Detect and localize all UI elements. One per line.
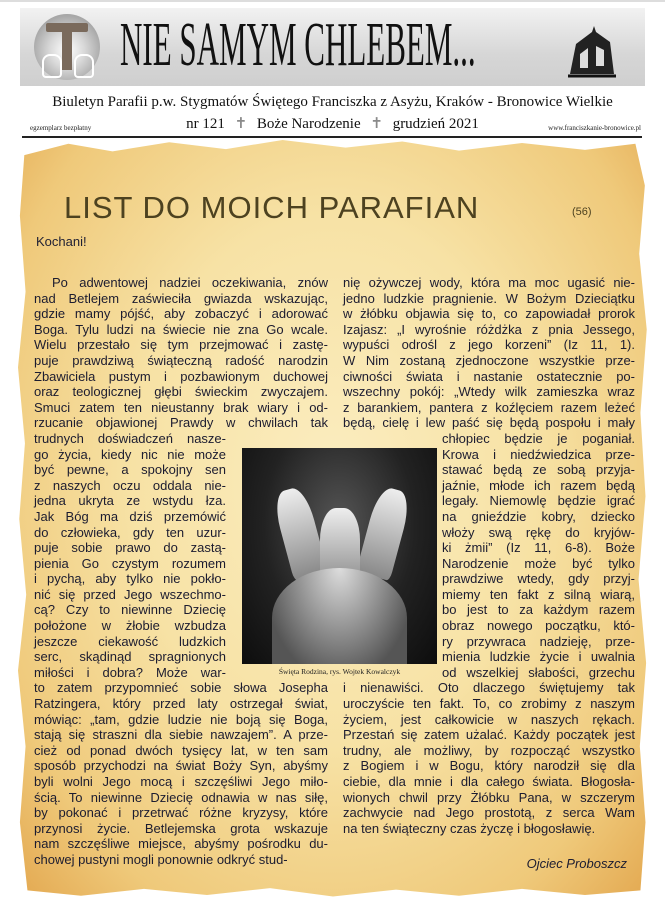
text-line: puje prawdziwą świąteczną radość narodzin [34, 352, 328, 368]
text-line: cą? Czy to niewinne Dziecię [34, 602, 226, 618]
text-line: chowej pustyni mogli ponownie odkryć stud- [34, 851, 288, 867]
text-line: sposób przychodzi na świat Boży Syn, abyśmy [34, 758, 328, 774]
cross-icon: ✝ [234, 116, 248, 132]
text-line: nam szczęśliwe miejsce, abyśmy pośrodku du- [34, 836, 328, 852]
signature: Ojciec Proboszcz [526, 856, 627, 871]
text-line: mówiąc: „tam, gdzie ludzie nie boją się Boga, [34, 711, 328, 727]
text-line: W Nim zostaną zjednoczone wszystkie prze- [343, 352, 635, 368]
text-line: puje sobie prawo do zastą- [34, 540, 226, 556]
text-line: wypuści odrośl z jego korzeni” (Iz 11, 1). [343, 337, 635, 353]
text-line: na gnieździe kobry, dziecko [442, 508, 635, 524]
masthead-title: NIE SAMYM CHLEBEM... [120, 11, 476, 79]
text-line: położone w żłobie wzbudza [34, 618, 226, 634]
text-line: trudnych doświadczeń nasze- [34, 430, 226, 446]
text-line: wszechny pokój: „Wtedy wilk zamieszka wraz [343, 384, 635, 400]
text-line: ciwności świata i nastanie ostatecznie po- [343, 368, 635, 384]
text-line: jaźnie, młode ich razem będą [442, 477, 635, 493]
text-line: legały. Niemowlę będzie igrać [442, 493, 635, 509]
text-line: mienia ludzkie życie i uwalnia [442, 649, 635, 665]
text-line: Zbawiciela pustym i pozbawionym duchowej [34, 368, 328, 384]
text-line: z barankiem, pantera z koźlęciem razem leżeć [343, 399, 635, 415]
image-caption: Święta Rodzina, rys. Wojtek Kowalczyk [278, 667, 401, 676]
holy-family-illustration [242, 448, 437, 664]
text-line: wionych chwil przy Żłóbku Pana, w szczerym [343, 789, 635, 805]
bulletin-subtitle: Biuletyn Parafii p.w. Stygmatów Świętego Franciszka z Asyżu, Kraków - Bronowice Wielkie [52, 94, 613, 110]
text-line: stają się straszni dla siebie nawzajem”. A prze- [34, 727, 328, 743]
text-line: ciebie, dla mnie i dla całego świata. Błogosła- [343, 774, 635, 789]
text-line: będą, cielę i lew paść się będą pospołu i mały [343, 415, 635, 431]
text-line: Narodzenie może być tylko [442, 555, 635, 571]
text-line: pienia Go czystym rozumem [34, 555, 226, 571]
text-line: Ratzingera, który przed laty ostrzegał świat, [34, 696, 328, 712]
text-line: w żłóbku objawia się to, co zapowiadał prorok [343, 306, 635, 322]
text-line: stawać będą ze sobą przyja- [442, 462, 635, 478]
text-line: Krowa i niedźwiedzica prze- [442, 446, 635, 462]
text-line: jeszcze ciekawość ludzkich [34, 633, 226, 649]
free-copy-note: egzemplarz bezpłatny [30, 124, 92, 132]
text-line: Po adwentowej nadziei oczekiwania, znów [52, 275, 328, 290]
text-line: ścią. To niewinne Dziecię odnawia w nas siłę, [34, 789, 328, 805]
text-line: od wszelkiej słabości, grzechu [442, 664, 635, 680]
text-line: nad Betlejem zaświeciła gwiazda wskazując, [34, 290, 328, 306]
text-line: prawdziwe wtedy, gdy przyj- [442, 571, 635, 587]
text-line: Przestań się zatem użalać. Każdy początek jest [343, 727, 635, 743]
text-line: Izajasz: „I wyrośnie różdżka z pnia Jessego, [343, 321, 635, 337]
text-line: na ten świąteczny czas życzę i błogosławię. [343, 820, 596, 836]
issue-number: nr 121 [186, 116, 225, 132]
text-line: przynosi życie. Betlejemska grota wskazuje [34, 820, 328, 836]
text-line: bo jest to za każdym razem [442, 602, 635, 618]
text-line: by pokonać i przetrwać różne kryzysy, które [34, 805, 328, 821]
text-line: jedna ukryta ze wstydu łza. [34, 493, 226, 509]
greeting: Kochani! [36, 234, 87, 249]
text-line: włoży swą rękę do kryjów- [442, 524, 635, 540]
text-line: chłopiec będzie je poganiał. [442, 430, 635, 446]
text-line: rzucanie objawionej Prawdy w chwilach tak [34, 415, 328, 431]
text-line: to zatem przypomnieć sobie słowa Josepha [34, 680, 328, 696]
text-line: go życia, kiedy nic nie może [34, 446, 226, 462]
church-sketch-icon [566, 24, 618, 78]
tau-cross-logo-icon [34, 14, 100, 80]
text-line: cież od ponad dwóch tysięcy lat, w ten sam [34, 742, 328, 758]
text-line: i nienawiści. Oto dlaczego świętujemy tak [343, 680, 635, 696]
top-border [0, 0, 665, 2]
text-line: i pychą, aby tylko nie pokło- [34, 571, 226, 587]
text-line: gdzie mamy pójść, aby zobaczyć i adorować [34, 306, 328, 322]
text-line: być pewne, a spokojny sen [34, 462, 226, 478]
text-line: byli wolni Jego mocą i szczęśliwi Jego miło- [34, 774, 328, 789]
article-title: LIST DO MOICH PARAFIAN [64, 190, 480, 225]
text-line: Boga. Tylu ludzi na świecie nie zna Go wcale. [34, 321, 328, 337]
text-line: Jak Bóg ma dziś przemówić [34, 508, 226, 524]
text-line: do człowieka, gdy ten uzur- [34, 524, 226, 540]
text-line: oraz teologicznej głębi świeckim zwyczajem. [34, 384, 328, 400]
website-link[interactable]: www.franciszkanie-bronowice.pl [548, 124, 641, 132]
text-line: trudny, ale możliwy, by rozpocząć wszystko [343, 742, 635, 758]
text-line: z Bogiem i w Bogu, który narodził się dla [343, 758, 635, 774]
text-line: życiem, jest całkowicie w naszych rękach. [343, 711, 635, 727]
text-line: nić się przed Jego wszechmo- [34, 586, 226, 602]
series-number: (56) [572, 206, 592, 218]
occasion: Boże Narodzenie [256, 116, 361, 132]
issue-date: grudzień 2021 [392, 116, 479, 132]
text-line: ki żmii” (Iz 11, 6-8). Boże [442, 540, 635, 556]
text-line: jedno ludzkie pragnienie. W Bożym Dzieciątku [343, 290, 635, 306]
text-line: zachwycie nad Jego prostotą, z serca Wam [343, 805, 635, 821]
text-line: serc, skądinąd spragnionych [34, 649, 226, 665]
header-divider [22, 136, 642, 138]
text-line: miemy ten fakt z silną wiarą, [442, 586, 635, 602]
text-line: uroczyście ten fakt. To, co zrobimy z naszym [343, 696, 635, 712]
text-line: z naszych oczu oddala nie- [34, 477, 226, 493]
text-line: obraz nowego początku, któ- [442, 618, 635, 634]
text-line: Wielu przestało się tym przejmować i zastę- [34, 337, 328, 353]
text-line: Smuci zatem ten nieustanny brak wiary i od- [34, 399, 328, 415]
text-line: ry przywraca nadzieję, prze- [442, 633, 635, 649]
text-line: miłości i dobra? Może war- [34, 664, 226, 680]
text-line: nię ożywczej wody, która ma moc ugasić nie- [343, 275, 635, 290]
cross-icon: ✝ [370, 116, 383, 132]
